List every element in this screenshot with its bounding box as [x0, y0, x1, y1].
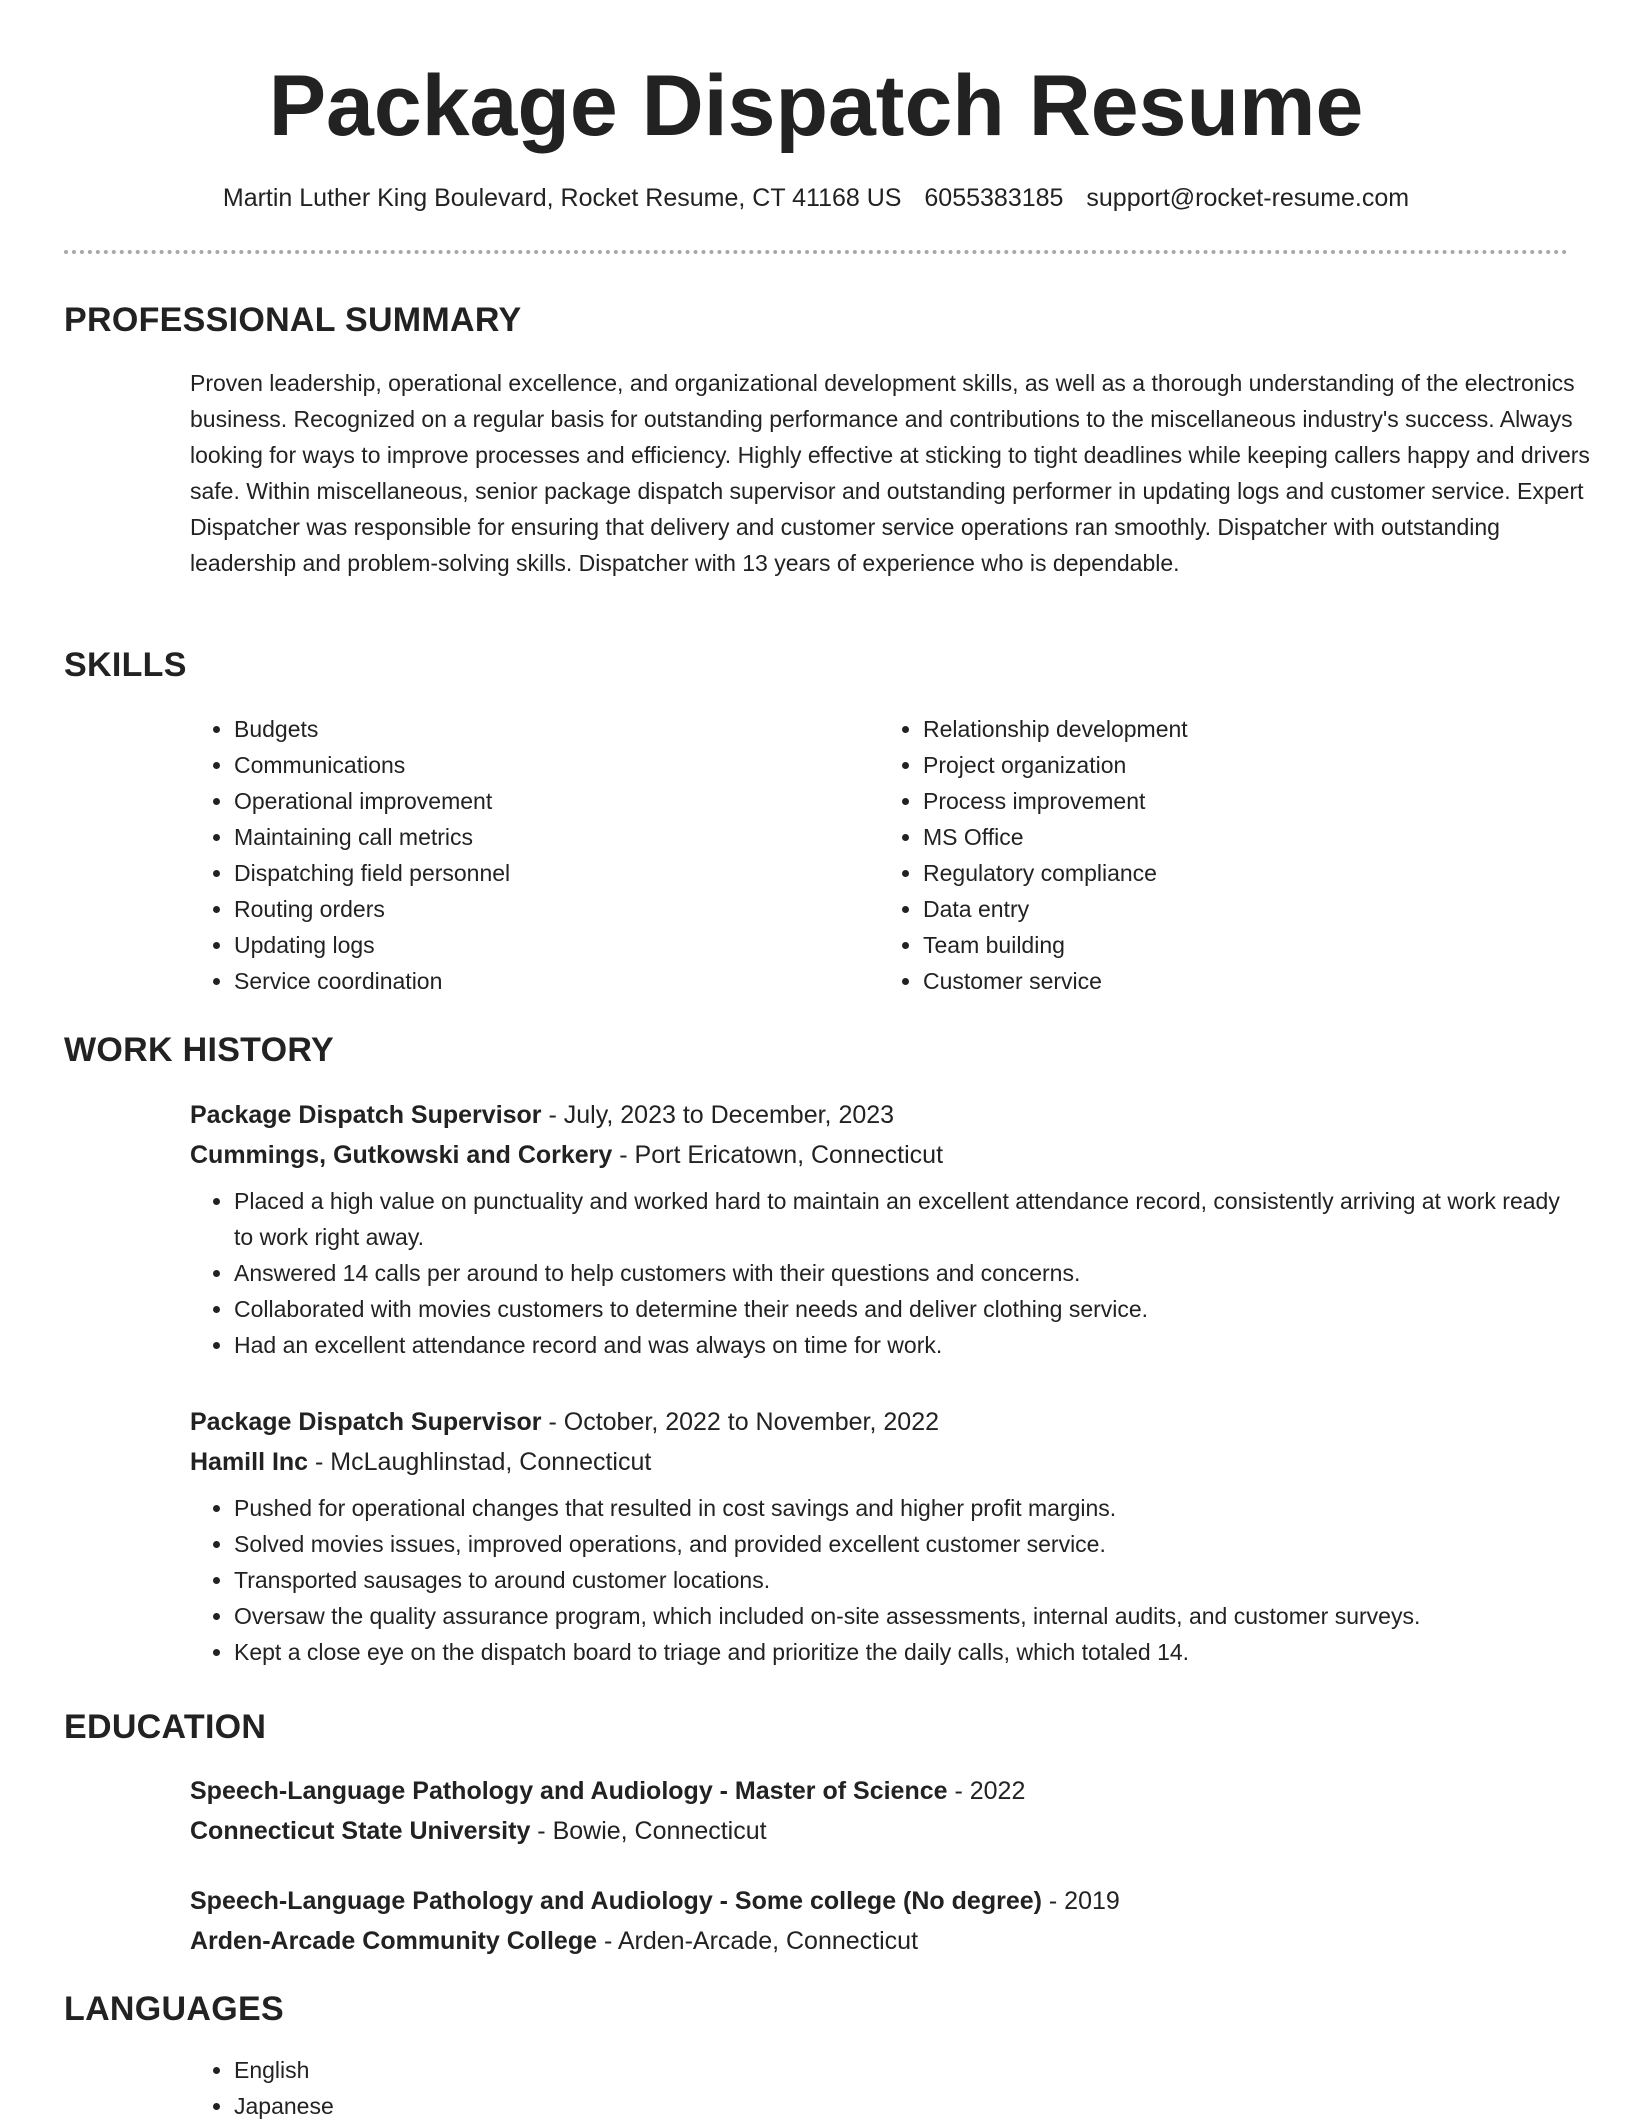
- job-title-line: [190, 1095, 1568, 1135]
- header-divider: [64, 250, 1568, 254]
- skill-item: • Project organization: [923, 747, 1568, 783]
- summary-heading: PROFESSIONAL SUMMARY: [64, 301, 522, 339]
- skill-item: • Relationship development: [923, 711, 1568, 747]
- education-entry: [190, 1771, 1568, 1851]
- skills-heading: SKILLS: [64, 646, 187, 684]
- skills-list-right: [879, 711, 1568, 999]
- education-heading: EDUCATION: [64, 1708, 267, 1746]
- job-bullet: • Pushed for operational changes that resulted in cost savings and higher profit margins.: [234, 1490, 1568, 1526]
- job-dates: - October, 2022 to November, 2022: [541, 1408, 940, 1436]
- education-school: Connecticut State University: [190, 1817, 531, 1845]
- skills-columns: [190, 711, 1568, 999]
- contact-line: [64, 182, 1568, 214]
- job-bullet: • Solved movies issues, improved operations, and provided excellent customer service.: [234, 1526, 1568, 1562]
- skill-item: • Maintaining call metrics: [234, 819, 879, 855]
- job-company: Cummings, Gutkowski and Corkery: [190, 1141, 613, 1169]
- resume-title: Package Dispatch Resume: [268, 58, 1364, 154]
- job-title-line: [190, 1402, 1568, 1442]
- education-school: Arden-Arcade Community College: [190, 1927, 598, 1955]
- job-title: Package Dispatch Supervisor: [190, 1408, 542, 1436]
- contact-address: Martin Luther King Boulevard, Rocket Resume, CT 41168 US: [222, 184, 902, 212]
- education-degree-line: [190, 1881, 1568, 1921]
- job-location: - McLaughlinstad, Connecticut: [308, 1448, 652, 1476]
- job-company: Hamill Inc: [190, 1448, 309, 1476]
- skills-list-left: [190, 711, 879, 999]
- education-year: - 2022: [947, 1777, 1026, 1805]
- education-entry: [190, 1881, 1568, 1961]
- education-degree-line: [190, 1771, 1568, 1811]
- job-location: - Port Ericatown, Connecticut: [612, 1141, 944, 1169]
- job-company-line: [190, 1442, 1568, 1482]
- skill-item: • Regulatory compliance: [923, 855, 1568, 891]
- skill-item: • Service coordination: [234, 963, 879, 999]
- language-item: • Japanese: [234, 2088, 1568, 2124]
- job-bullet: • Kept a close eye on the dispatch board to triage and prioritize the daily calls, which totaled 14.: [234, 1634, 1568, 1670]
- skill-item: • Routing orders: [234, 891, 879, 927]
- job-bullet: • Transported sausages to around customer locations.: [234, 1562, 1568, 1598]
- job-entry: [190, 1095, 1568, 1363]
- languages-list: [190, 2052, 1568, 2124]
- skill-item: • Team building: [923, 927, 1568, 963]
- languages-section: [190, 2052, 1568, 2124]
- education-degree: Speech-Language Pathology and Audiology - Some college (No degree): [190, 1887, 1042, 1915]
- languages-heading: LANGUAGES: [64, 1990, 284, 2028]
- job-bullets: [190, 1183, 1568, 1363]
- skill-item: • Dispatching field personnel: [234, 855, 879, 891]
- job-bullet: • Answered 14 calls per around to help customers with their questions and concerns.: [234, 1255, 1568, 1291]
- job-dates: - July, 2023 to December, 2023: [541, 1101, 895, 1129]
- work-heading: WORK HISTORY: [64, 1031, 334, 1069]
- skill-item: • Budgets: [234, 711, 879, 747]
- education-school-line: [190, 1921, 1568, 1961]
- job-bullet: • Oversaw the quality assurance program, which included on-site assessments, internal audits, and customer surveys.: [234, 1598, 1568, 1634]
- job-bullet: • Had an excellent attendance record and was always on time for work.: [234, 1327, 1568, 1363]
- education-degree: Speech-Language Pathology and Audiology - Master of Science: [190, 1777, 948, 1805]
- contact-phone: 6055383185: [924, 184, 1064, 212]
- education-school-line: [190, 1811, 1568, 1851]
- skill-item: • Customer service: [923, 963, 1568, 999]
- skill-item: • Operational improvement: [234, 783, 879, 819]
- skill-item: • Data entry: [923, 891, 1568, 927]
- education-location: - Arden-Arcade, Connecticut: [597, 1927, 919, 1955]
- skill-item: • MS Office: [923, 819, 1568, 855]
- summary-text: Proven leadership, operational excellence, and organizational development skills, as well as a thorough understanding of the electronics business. Recognized on a regular basis for outstanding performance and contributions to the miscellaneous industry's success. Always looking for ways to improve processes and efficiency. Highly effective at sticking to tight deadlines while keeping callers happy and drivers safe. Within miscellaneous, senior package dispatch supervisor and outstanding performer in updating logs and customer service. Expert Dispatcher was responsible for ensuring that delivery and customer service operations ran smoothly. Dispatcher with outstanding leadership and problem-solving skills. Dispatcher with 13 years of experience who is dependable.: [190, 370, 1590, 576]
- job-bullet: • Collaborated with movies customers to determine their needs and deliver clothing service.: [234, 1291, 1568, 1327]
- summary-section: [190, 365, 1610, 581]
- job-company-line: [190, 1135, 1568, 1175]
- contact-email: support@rocket-resume.com: [1086, 184, 1410, 212]
- education-year: - 2019: [1041, 1887, 1120, 1915]
- skills-section: [190, 711, 1568, 999]
- skill-item: • Communications: [234, 747, 879, 783]
- skill-item: • Process improvement: [923, 783, 1568, 819]
- job-title: Package Dispatch Supervisor: [190, 1101, 542, 1129]
- job-bullet: • Placed a high value on punctuality and worked hard to maintain an excellent attendance record, consistently arriving at work ready to work right away.: [234, 1183, 1568, 1255]
- language-item: • English: [234, 2052, 1568, 2088]
- job-entry: [190, 1402, 1568, 1670]
- job-bullets: [190, 1490, 1568, 1670]
- skill-item: • Updating logs: [234, 927, 879, 963]
- education-location: - Bowie, Connecticut: [530, 1817, 767, 1845]
